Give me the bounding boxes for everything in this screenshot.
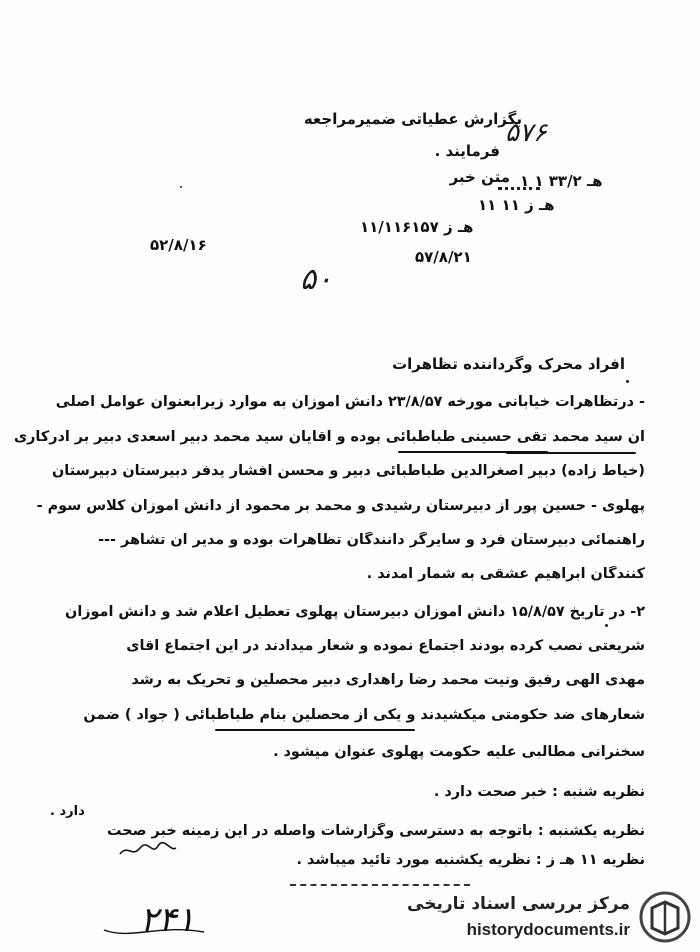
dotted-divider xyxy=(290,884,470,886)
page-number-mark xyxy=(100,920,210,944)
watermark-title: مرکز بررسی اسناد تاریخی xyxy=(407,894,630,914)
org-line-1: بگزارش عطیاتی ضمیرمراجعه xyxy=(303,110,522,128)
page-number: ۲۴۱ xyxy=(140,900,195,940)
handwritten-underline xyxy=(506,452,636,454)
body-line-2: آن سید محمد تقی حسینی طباطبائی بوده و آقایان سید محمد دبیر اسعدی دبیر بر ادرکاری xyxy=(13,429,645,445)
scan-speck xyxy=(605,624,608,627)
reference-line-1: ۱ ۱ هـ ۳۳/۲ xyxy=(520,172,603,190)
reference-line-2: ۱۱ هـ ز ۱۱ xyxy=(478,196,555,214)
body-line-9: مهدی الهی رفیق ونیت محمد رضا راهداری دبیر محصلین و تحریک به رشد xyxy=(131,672,645,688)
body-line-7: ۲- در تاریخ ۱۵/۸/۵۷ دانش آموزان دبیرستان پهلوی تعطیل اعلام شد و دانش آموزان xyxy=(65,604,645,620)
org-line-3: متن خبر xyxy=(449,168,510,186)
body-line-10: شعارهای ضد حکومتی میکشیدند و یکی از محصلین بنام طباطبائی ( جواد ) ضمن xyxy=(83,707,645,723)
reference-date: ۵۷/۸/۲۱ xyxy=(415,248,472,266)
body-line-5: راهنمائی دبیرستان فرد و سایرگر دانندگان تظاهرات بوده و مدیر آن تشاهر --- xyxy=(98,532,645,548)
archive-logo-icon xyxy=(638,890,692,944)
body-line-6: کنندگان ابراهیم عشقی به شمار آمدند . xyxy=(366,566,645,582)
opinion-sunday: نظریه یکشنبه : باتوجه به دسترسی وگزارشات واصله در این زمینه خبر صحت xyxy=(106,823,645,839)
body-line-8: شریعتی نصب کرده بودند اجتماع نموده و شعار میدادند در این اجتماع آقای xyxy=(126,638,645,654)
body-line-1: - درتظاهرات خیابانی مورخه ۲۳/۸/۵۷ دانش آموزان به موارد زیرابعنوان عوامل اصلی xyxy=(55,394,645,410)
opinion-unit: نظریه ۱۱ هـ ز : نظریه یکشنبه مورد تائید میباشد . xyxy=(296,852,645,868)
signature-scribble xyxy=(118,840,178,860)
handwritten-scribble: ۵۰ xyxy=(300,262,333,297)
archive-watermark xyxy=(362,888,692,946)
handwritten-reference: ۵۷۶ xyxy=(505,118,547,148)
watermark-url: historydocuments.ir xyxy=(466,920,630,939)
date-left: ۵۲/۸/۱۶ xyxy=(150,236,207,254)
handwritten-underline xyxy=(215,729,415,731)
body-line-11: سخنرانی مطالبی علیه حکومت پهلوی عنوان میشود . xyxy=(273,744,645,760)
scan-speck xyxy=(626,380,629,383)
opinion-extra: دارد . xyxy=(50,804,85,819)
org-line-2: فرمایند . xyxy=(434,142,500,160)
reference-number: ۱۱/۱۱هـ ز ۶۱۵۷ xyxy=(360,218,474,236)
body-line-4: پهلوی - حسین پور از دبیرستان رشیدی و محمد بر محمود از دانش آموزان کلاس سوم - xyxy=(36,498,645,514)
document-subject: افراد محرک وگرداننده تظاهرات xyxy=(392,355,625,373)
opinion-saturday: نظریه شنبه : خبر صحت دارد . xyxy=(433,784,645,800)
scan-speck xyxy=(180,186,182,188)
body-line-3: (خیاط زاده) دبیر اصغرالدین طباطبائی دبیر و محسن افشار یدفر دبیرستان دبیرستان xyxy=(52,463,645,479)
